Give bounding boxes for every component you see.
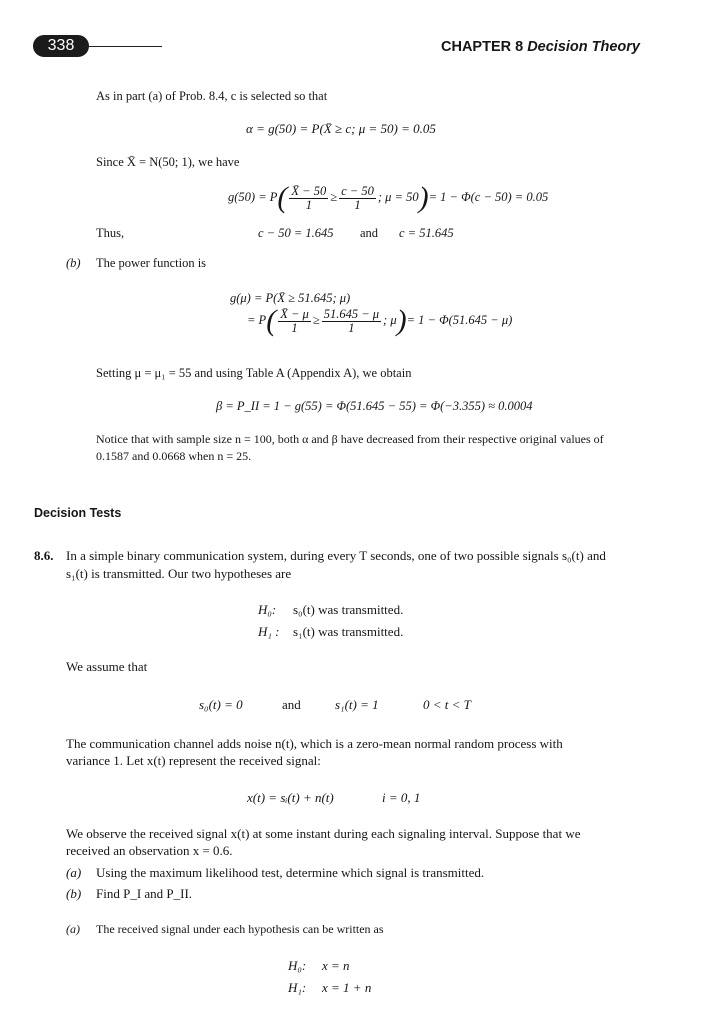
problem-number: 8.6. (34, 548, 54, 563)
solution-h1-label: H₁: (288, 980, 307, 995)
eq-g50-mid: ; μ = 50 (377, 189, 419, 204)
eq-received-signal: x(t) = sᵢ(t) + n(t) (247, 790, 334, 805)
solution-h0-label: H₀: (288, 958, 307, 973)
thus-eq2: c = 51.645 (399, 226, 454, 240)
frac-num: c − 50 (341, 183, 374, 198)
eq-alpha: α = g(50) = P(X̄ ≥ c; μ = 50) = 0.05 (246, 121, 436, 136)
close-paren: ) (396, 304, 407, 337)
question-a-label: (a) (66, 865, 82, 880)
header-rule (80, 46, 162, 47)
hypothesis-h0-label: H₀: (258, 602, 277, 617)
question-a-text: Using the maximum likelihood test, determine which signal is transmitted. (96, 865, 485, 880)
thus-and: and (360, 226, 379, 240)
solution-a-label: (a) (66, 922, 80, 936)
channel-line-2: variance 1. Let x(t) represent the received signal: (66, 753, 321, 768)
section-heading: Decision Tests (34, 506, 122, 520)
eq-gmu: g(μ) = P(X̄ ≥ 51.645; μ) (230, 291, 351, 305)
thus-eq1: c − 50 = 1.645 (258, 226, 334, 240)
notice-line-2: 0.1587 and 0.0668 when n = 25. (96, 449, 252, 463)
eq-power-mid: ; μ (383, 312, 397, 327)
channel-line-1: The communication channel adds noise n(t), which is a zero-mean normal random process with (66, 736, 563, 751)
frac-den: 1 (305, 197, 312, 212)
eq-beta: β = P_II = 1 − g(55) = Φ(51.645 − 55) = Φ(−3.355) ≈ 0.0004 (216, 399, 533, 413)
page-number-badge: 338 (33, 35, 89, 57)
open-paren: ( (277, 181, 288, 214)
chapter-header (441, 39, 640, 55)
signal-and: and (282, 697, 301, 712)
question-b-text: Find P_I and P_II. (96, 886, 193, 901)
part-b-intro: The power function is (96, 256, 207, 270)
eq-index: i = 0, 1 (382, 790, 421, 805)
thus-label: Thus, (96, 226, 125, 240)
eq-g50 (228, 183, 548, 213)
eq-power-left: = P (247, 312, 267, 327)
eq-g50-left: g(50) = P (228, 189, 278, 204)
eq-power-frac1 (278, 308, 311, 335)
chapter-label: CHAPTER 8 (441, 39, 524, 55)
part-b-label: (b) (66, 256, 81, 270)
ge-sign: ≥ (330, 189, 338, 204)
signal-s0: s₀(t) = 0 (199, 697, 243, 712)
part-a-intro: As in part (a) of Prob. 8.4, c is selected so that (96, 89, 328, 103)
frac-den: 1 (354, 197, 361, 212)
hypothesis-h0-text: s₀(t) was transmitted. (293, 602, 404, 617)
notice-line-1: Notice that with sample size n = 100, both α and β have decreased from their respective original values of (96, 432, 604, 446)
eq-power (247, 306, 512, 336)
since-text: Since X̄ = N(50; 1), we have (96, 155, 240, 169)
frac-num: X̄ − μ (280, 306, 309, 321)
observe-line-1: We observe the received signal x(t) at some instant during each signaling interval. Suppose that we (66, 826, 581, 841)
eq-power-frac2 (322, 308, 381, 335)
close-paren: ) (418, 181, 429, 214)
setting-text: Setting μ = μ₁ = 55 and using Table A (Appendix A), we obtain (96, 366, 412, 380)
observe-line-2: received an observation x = 0.6. (66, 843, 233, 858)
hypothesis-h1-label: H₁ : (258, 624, 280, 639)
eq-g50-right: = 1 − Φ(c − 50) = 0.05 (428, 189, 549, 204)
chapter-title: Decision Theory (527, 39, 640, 55)
signal-s1: s₁(t) = 1 (335, 697, 379, 712)
hypothesis-h1-text: s₁(t) was transmitted. (293, 624, 404, 639)
eq-g50-frac2 (339, 185, 376, 212)
frac-num: X̄ − 50 (291, 183, 327, 198)
signal-range: 0 < t < T (423, 697, 471, 712)
problem-line-1: In a simple binary communication system, during every T seconds, one of two possible signals s₀(t) and (66, 548, 606, 563)
question-b-label: (b) (66, 886, 82, 901)
ge-sign: ≥ (312, 312, 320, 327)
solution-a-text: The received signal under each hypothesis can be written as (96, 922, 384, 936)
problem-line-2: s₁(t) is transmitted. Our two hypotheses are (66, 566, 292, 581)
eq-power-right: = 1 − Φ(51.645 − μ) (406, 312, 513, 327)
open-paren: ( (266, 304, 277, 337)
frac-num: 51.645 − μ (323, 306, 380, 321)
eq-g50-frac1 (289, 185, 328, 212)
assume-text: We assume that (66, 659, 148, 674)
solution-h0-eq: x = n (322, 958, 350, 973)
frac-den: 1 (291, 320, 298, 335)
solution-h1-eq: x = 1 + n (322, 980, 372, 995)
frac-den: 1 (348, 320, 355, 335)
